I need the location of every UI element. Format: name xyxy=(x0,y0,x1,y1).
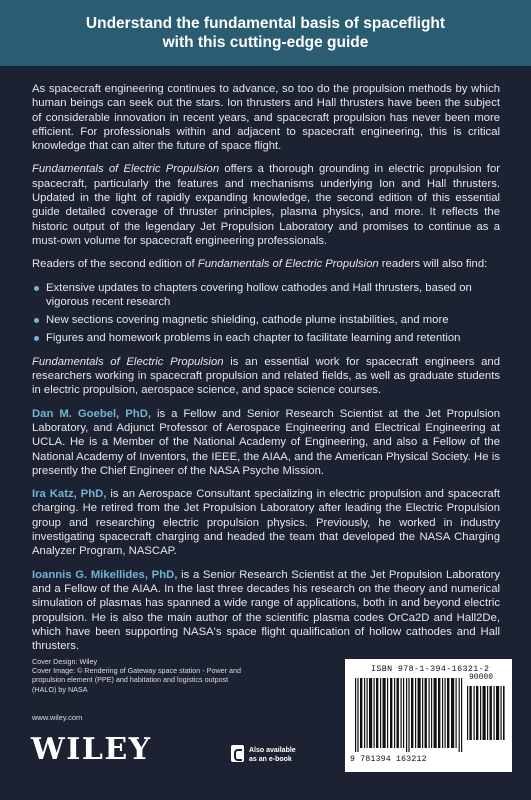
ebook-notice: Also available as an e-book xyxy=(249,747,296,763)
cover-text xyxy=(32,82,500,662)
bullet-icon xyxy=(34,286,39,291)
audience-paragraph: Fundamentals of Electric Propulsion is an essential work for spacecraft engineers and researchers working in spacecraft propulsion and related fields, as well as graduate students in electric propulsion, aerospace science, and space science courses. xyxy=(32,355,500,397)
feature-list xyxy=(32,281,500,346)
bullet-icon xyxy=(34,318,39,323)
book-title: Fundamentals of Electric Propulsion xyxy=(32,163,220,176)
barcode-digits: 9 781394 163212 xyxy=(350,755,427,764)
cover-image-credit: propulsion element (PPE) and habitation and logistics outpost xyxy=(32,675,229,685)
publisher-logo: WILEY xyxy=(31,732,152,767)
cover-image-credit: Cover Image: © Rendering of Gateway space station - Power and xyxy=(32,666,242,676)
overview-paragraph: Fundamentals of Electric Propulsion offers a thorough grounding in electric propulsion for spacecraft, particularly the features and mechanisms underlying Ion and Hall thrusters. Updated in the light of rapidly expanding knowledge, the second edition of this essential guide detailed coverage of thruster principles, plasma physics, and more. It reflects the historic output of the legendary Jet Propulsion Laboratory and promises to continue as a must-own volume for spacecraft engineering professionals. xyxy=(32,163,500,247)
author-bio: Ioannis G. Mikellides, PhD, is a Senior Research Scientist at the Jet Propulsion Laboratory and a Fellow of the AIAA. In the last three decades his research on the theory and numerical simulation of plasmas has spanned a wide range of applications, both in and beyond electric propulsion. He is also the main author of the scientific plasma codes OrCa2D and Hall2De, which have been supporting NASA's space flight qualification of hollow cathodes and Hall thrusters. xyxy=(32,568,500,653)
publisher-website[interactable]: www.wiley.com xyxy=(32,713,83,722)
price-addon-code: 90000 xyxy=(469,673,494,682)
book-title: Fundamentals of Electric Propulsion xyxy=(197,258,379,271)
cover-credits xyxy=(32,657,302,694)
isbn-barcode xyxy=(345,659,512,772)
cover-image-credit: (HALO) by NASA xyxy=(32,684,88,694)
isbn-number: ISBN 978-1-394-16321-2 xyxy=(371,665,490,674)
author-name: Dan M. Goebel, PhD, xyxy=(32,407,151,420)
header-banner xyxy=(0,0,531,66)
addon-barcode-icon xyxy=(467,678,505,740)
barcode-icon xyxy=(355,678,463,752)
book-title: Fundamentals of Electric Propulsion xyxy=(32,355,224,368)
ebook-icon xyxy=(231,745,244,762)
list-item: New sections covering magnetic shielding, cathode plume instabilities, and more xyxy=(32,313,500,327)
title-line-2: with this cutting-edge guide xyxy=(162,34,369,51)
author-name: Ioannis G. Mikellides, PhD, xyxy=(32,568,178,581)
cover-design-credit: Cover Design: Wiley xyxy=(32,657,98,666)
list-item: Figures and homework problems in each chapter to facilitate learning and retention xyxy=(32,331,500,345)
intro-paragraph: As spacecraft engineering continues to advance, so too do the propulsion methods by which human beings can seek out the stars. Ion thrusters and Hall thrusters have been the subject of considerable innovation in recent years, and spacecraft propulsion has never been more efficient. For professionals within and adjacent to spacecraft engineering, this is critical knowledge that can alter the future of space flight. xyxy=(32,83,500,153)
author-bio: Dan M. Goebel, PhD, is a Fellow and Senior Research Scientist at the Jet Propulsion Laboratory, and Adjunct Professor of Aerospace Engineering and Electrical Engineering at UCLA. He is a Member of the National Academy of Engineering, and also a Fellow of the National Academy of Inventors, the IEEE, the AIAA, and the American Physical Society. He is presently the Chief Engineer of the NASA Psyche Mission. xyxy=(32,407,500,477)
list-item: Extensive updates to chapters covering hollow cathodes and Hall thrusters, based on vigorous recent research xyxy=(32,281,500,310)
features-intro: Readers of the second edition of Fundamentals of Electric Propulsion readers will also find: xyxy=(32,258,488,271)
author-name: Ira Katz, PhD, xyxy=(32,488,107,501)
title-line-1: Understand the fundamental basis of spaceflight xyxy=(85,15,446,32)
author-bio: Ira Katz, PhD, is an Aerospace Consultant specializing in electric propulsion and spacecraft charging. He retired from the Jet Propulsion Laboratory after leading the Electric Propulsion group and researching electric propulsion physics. Previously, he worked in industry investigating spacecraft charging and headed the team that developed the NASA Charging Analyzer Program, NASCAP. xyxy=(32,488,500,558)
page-title xyxy=(0,0,531,52)
bullet-icon xyxy=(34,336,39,341)
